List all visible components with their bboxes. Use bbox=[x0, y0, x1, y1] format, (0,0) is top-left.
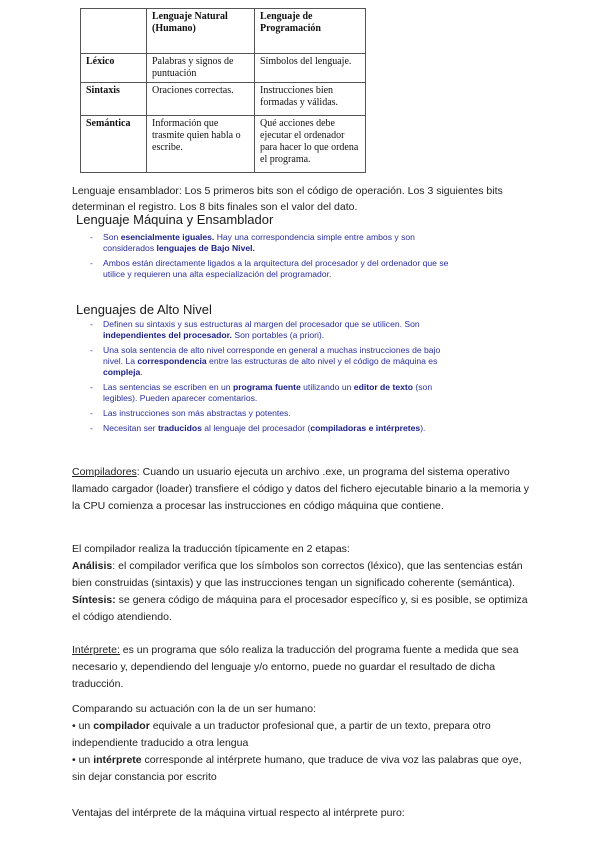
interprete-paragraph: Intérprete: es un programa que sólo realiza la traducción del programa fuente a medida que sea necesario y, dependiendo del lenguaje y/o entorno, puede no guardar el resultado de dicha traducción. bbox=[72, 644, 519, 690]
table-row-label: Léxico bbox=[81, 54, 147, 83]
compiladores-paragraph: Compiladores: Cuando un usuario ejecuta un archivo .exe, un programa del sistema operativo llamado cargador (loader) transfiere el código y datos del fichero ejecutable binario a la memoria y la CPU comienza a procesar las instrucciones en código máquina que contiene. bbox=[72, 466, 529, 512]
interprete-label: Intérprete: bbox=[72, 644, 120, 656]
table-cell: Qué acciones debe ejecutar el ordenador para hacer lo que ordena el programa. bbox=[255, 116, 366, 173]
slide-title-alto-nivel: Lenguajes de Alto Nivel bbox=[76, 302, 212, 317]
table-header-row bbox=[81, 9, 366, 54]
list-item: - Necesitan ser traducidos al lenguaje del procesador (compiladoras e intérpretes). bbox=[90, 423, 450, 434]
list-item: • un intérprete corresponde al intérprete humano, que traduce de viva voz las palabras que oye, sin dejar constancia por escrito bbox=[72, 754, 522, 783]
table-row bbox=[81, 54, 366, 83]
etapas-paragraph bbox=[72, 541, 534, 626]
sintesis-text: Síntesis: se genera código de máquina para el procesador específico y, si es posible, se optimiza el código atendiendo. bbox=[72, 594, 528, 623]
table-header-cell: Lenguaje Natural (Humano) bbox=[147, 9, 255, 54]
list-item: - Definen su sintaxis y sus estructuras al margen del procesador que se utilicen. Son independientes del procesador. Son portables (a priori). bbox=[90, 319, 450, 341]
table-cell: Oraciones correctas. bbox=[147, 83, 255, 116]
table-row-label: Sintaxis bbox=[81, 83, 147, 116]
list-item: • un compilador equivale a un traductor profesional que, a partir de un texto, prepara otro independiente traducido a otra lengua bbox=[72, 720, 491, 749]
table-cell: Palabras y signos de puntuación bbox=[147, 54, 255, 83]
table-header-cell: Lenguaje de Programación bbox=[255, 9, 366, 54]
comparison-table bbox=[80, 8, 366, 173]
compiladores-label: Compiladores bbox=[72, 466, 137, 478]
ventajas-heading: Ventajas del intérprete de la máquina virtual respecto al intérprete puro: bbox=[72, 807, 405, 819]
analisis-text: Análisis: el compilador verifica que los símbolos son correctos (léxico), que las sentencias están bien construidas (sintaxis) y que las instrucciones tengan un significado coherente (semántica). bbox=[72, 560, 523, 589]
comparando-paragraph bbox=[72, 701, 534, 786]
etapas-intro: El compilador realiza la traducción típicamente en 2 etapas: bbox=[72, 543, 350, 555]
list-item: - Una sola sentencia de alto nivel corresponde en general a muchas instrucciones de bajo nivel. La correspondencia entre las estructuras de alto nivel y el código de máquina es compleja. bbox=[90, 345, 450, 378]
ensamblador-paragraph: Lenguaje ensamblador: Los 5 primeros bits son el código de operación. Los 3 siguientes bits determinan el registro. Los 8 bits finales son el valor del dato. bbox=[72, 185, 503, 213]
comparando-intro: Comparando su actuación con la de un ser humano: bbox=[72, 703, 316, 715]
table-header-cell bbox=[81, 9, 147, 54]
list-item: - Ambos están directamente ligados a la arquitectura del procesador y del ordenador que se utilice y requieren una alta especialización del programador. bbox=[90, 258, 450, 280]
list-item: - Son esencialmente iguales. Hay una correspondencia simple entre ambos y son considerados lenguajes de Bajo Nivel. bbox=[90, 232, 450, 254]
table-cell: Instrucciones bien formadas y válidas. bbox=[255, 83, 366, 116]
table-row-label: Semántica bbox=[81, 116, 147, 173]
table-row bbox=[81, 83, 366, 116]
list-item: - Las sentencias se escriben en un programa fuente utilizando un editor de texto (son legibles). Pueden aparecer comentarios. bbox=[90, 382, 450, 404]
table-cell: Información que trasmite quien habla o escribe. bbox=[147, 116, 255, 173]
list-item: - Las instrucciones son más abstractas y potentes. bbox=[90, 408, 450, 419]
table-row bbox=[81, 116, 366, 173]
slide1-bullet-list bbox=[90, 232, 450, 284]
slide-title-maquina-ensamblador: Lenguaje Máquina y Ensamblador bbox=[76, 212, 274, 227]
table-cell: Símbolos del lenguaje. bbox=[255, 54, 366, 83]
slide2-bullet-list bbox=[90, 319, 450, 438]
